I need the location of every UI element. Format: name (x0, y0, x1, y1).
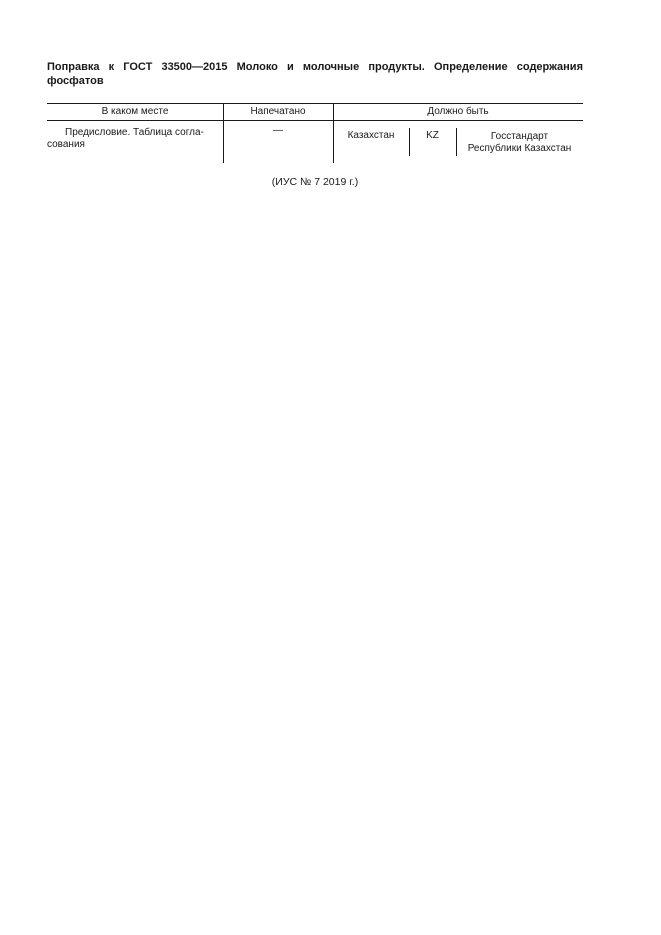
header-printed: Напечатано (250, 106, 306, 117)
row-country: Казахстан (347, 130, 395, 141)
row-authority-line2: Республики Казахстан (467, 143, 572, 154)
row-where-line2: сования (47, 139, 85, 150)
source-note: (ИУС № 7 2019 г.) (271, 176, 359, 188)
row-authority-line1: Госстандарт (490, 131, 549, 142)
table-header-rule (47, 120, 583, 121)
document-title: Поправка к ГОСТ 33500—2015 Молоко и молочные продукты. Определение содержания фосфатов (47, 61, 583, 87)
row-printed: — (273, 125, 283, 136)
header-where: В каком месте (101, 106, 169, 117)
row-where-line1: Предисловие. Таблица согла- (65, 127, 204, 138)
table-top-rule (47, 103, 583, 104)
header-should-be: Должно быть (427, 106, 489, 117)
row-code: KZ (426, 130, 439, 141)
